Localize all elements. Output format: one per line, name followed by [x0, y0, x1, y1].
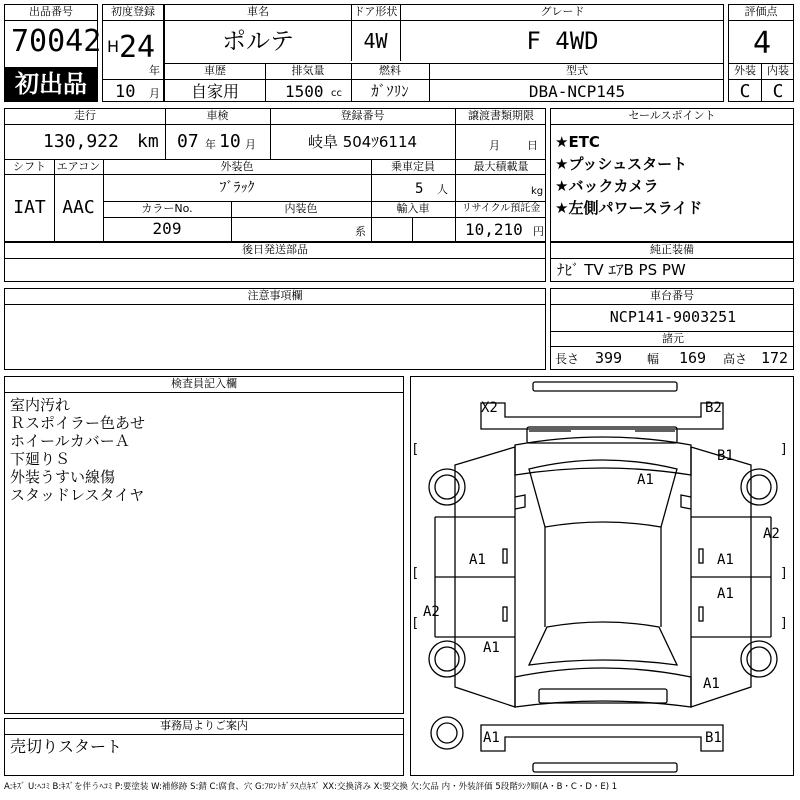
- notes-block: [4, 288, 546, 370]
- width-label: 幅: [647, 352, 660, 366]
- later-parts-block: [4, 242, 546, 282]
- inspection-month-unit: 月: [245, 138, 256, 151]
- inspector-notes-list: [5, 393, 403, 504]
- era: H: [107, 37, 120, 56]
- displacement: 1500: [285, 82, 324, 101]
- fuel-label: 燃料: [379, 64, 401, 77]
- bracket-open: [: [413, 566, 419, 581]
- selling-points-label: セールスポイント: [551, 109, 793, 125]
- score: 4: [752, 26, 772, 61]
- first-reg-label: 初度登録: [103, 5, 163, 21]
- inspection-month: 10: [219, 131, 241, 152]
- chassis-block: [550, 288, 794, 370]
- inspector-note: 外装うすい線傷: [10, 468, 116, 486]
- damage-mark: A2: [763, 526, 780, 542]
- capacity: 5: [415, 181, 424, 197]
- length-label: 長さ: [555, 352, 580, 366]
- inspector-note: スタッドレスタイヤ: [10, 486, 145, 504]
- interior-grade: C: [772, 81, 784, 102]
- chassis-number: NCP141-9003251: [609, 308, 737, 326]
- bracket-open: [: [413, 442, 419, 457]
- grade: F 4WD: [526, 27, 599, 55]
- displacement-label: 排気量: [291, 64, 325, 77]
- year-unit: 年: [149, 64, 160, 77]
- equipment-label: 純正装備: [551, 243, 793, 259]
- reg-number-label: 登録番号: [340, 109, 385, 122]
- selling-point-item: ★ETC: [555, 133, 600, 151]
- vehicle-details-table: [4, 108, 546, 242]
- selling-point-item: ★プッシュスタート: [555, 155, 688, 173]
- mileage-unit: km: [137, 131, 159, 152]
- office-text: 売切りスタート: [10, 737, 123, 756]
- car-outline-drawing: [411, 377, 795, 777]
- recycle-unit: 円: [533, 225, 544, 238]
- bracket-open: [: [413, 616, 419, 631]
- lot-number-block: [4, 4, 102, 102]
- capacity-label: 乗車定員: [391, 160, 435, 173]
- inspector-note: 室内汚れ: [10, 396, 71, 414]
- shift-label: シフト: [5, 160, 54, 175]
- shift: IAT: [13, 197, 46, 218]
- damage-mark: X2: [481, 400, 498, 416]
- car-name-label: 車名: [247, 5, 269, 18]
- mileage-label: 走行: [74, 109, 96, 122]
- damage-mark: B1: [717, 448, 734, 464]
- history: 自家用: [190, 82, 239, 101]
- vehicle-info-header: [164, 4, 724, 102]
- length-value: 399: [595, 349, 623, 367]
- equipment-block: [550, 242, 794, 282]
- car-name: ポルテ: [222, 27, 294, 55]
- door-label: ドア形状: [353, 5, 398, 18]
- vehicle-damage-diagram: [410, 376, 794, 776]
- transfer-day-unit: 日: [527, 139, 538, 152]
- width-value: 169: [679, 349, 707, 367]
- recycle-label: リサイクル預託金: [461, 203, 541, 214]
- damage-mark: A1: [483, 730, 500, 746]
- ext-color: ﾌﾞﾗｯｸ: [219, 180, 255, 196]
- dimensions-label: 諸元: [662, 332, 684, 345]
- max-load-unit: kg: [531, 186, 544, 197]
- fuel: ｶﾞｿﾘﾝ: [371, 82, 409, 100]
- interior-label: 内装: [767, 64, 789, 77]
- reg-number: 岐阜 504ﾂ6114: [307, 133, 418, 151]
- inspector-label: 検査員記入欄: [5, 377, 403, 393]
- damage-mark: A1: [703, 676, 720, 692]
- transfer-month-unit: 月: [489, 139, 500, 152]
- import-label: 輸入車: [396, 202, 430, 215]
- inspection-label: 車検: [206, 109, 229, 122]
- exterior-grade: C: [739, 81, 751, 102]
- legend-footnote: A:ｷｽﾞ U:ﾍｺﾐ B:ｷｽﾞを伴うﾍｺﾐ P:要塗装 W:補修跡 S:錆 C:腐食、穴 G:ﾌﾛﾝﾄｶﾞﾗｽ点ｷｽﾞ XX:交換済み X:要交換 欠:欠品 内・外装評価 5段階ﾗﾝｸ順(A・B・C・D・E) 1: [4, 782, 618, 792]
- history-label: 車歴: [204, 64, 226, 77]
- notes-label: 注意事項欄: [5, 289, 545, 305]
- inspector-note: 下廻りＳ: [10, 450, 71, 468]
- lot-number: 70042: [11, 24, 102, 59]
- office-label: 事務局よりご案内: [5, 719, 403, 735]
- damage-mark: A2: [423, 604, 440, 620]
- score-label: 評価点: [729, 5, 793, 21]
- selling-points-block: [550, 108, 794, 242]
- later-parts-label: 後日発送部品: [5, 243, 545, 259]
- damage-mark: A1: [469, 552, 486, 568]
- chassis-label: 車台番号: [551, 289, 793, 305]
- month-unit: 月: [149, 87, 160, 100]
- color-no: 209: [152, 219, 182, 238]
- first-reg-month: 10: [115, 82, 136, 102]
- inspector-notes-block: [4, 376, 404, 714]
- equipment-value: ﾅﾋﾞ TV ｴｱB PS PW: [557, 261, 686, 279]
- bracket-close: ]: [781, 616, 787, 631]
- lot-number-label: 出品番号: [5, 5, 97, 21]
- damage-mark: B2: [705, 400, 722, 416]
- exterior-label: 外装: [734, 64, 756, 77]
- bracket-close: ]: [781, 442, 787, 457]
- inspection-year-unit: 年: [205, 138, 216, 151]
- max-load-label: 最大積載量: [473, 160, 529, 173]
- selling-point-item: ★バックカメラ: [555, 177, 659, 195]
- office-notice-block: [4, 718, 404, 776]
- score-block: [728, 4, 794, 102]
- damage-mark: B1: [705, 730, 722, 746]
- model-label: 型式: [566, 64, 588, 77]
- height-value: 172: [761, 349, 789, 367]
- damage-mark: A1: [637, 472, 654, 488]
- color-no-label: カラーNo.: [141, 202, 193, 215]
- first-listing-badge: 初出品: [5, 67, 97, 101]
- damage-mark: A1: [483, 640, 500, 656]
- aircon: AAC: [62, 197, 95, 218]
- bracket-close: ]: [781, 566, 787, 581]
- damage-mark: A1: [717, 586, 734, 602]
- displacement-unit: cc: [331, 88, 342, 99]
- damage-mark: A1: [717, 552, 734, 568]
- transfer-deadline-label: 譲渡書類期限: [468, 109, 534, 122]
- inspection-year: 07: [177, 131, 199, 152]
- int-color-unit: 系: [355, 225, 366, 238]
- inspector-note: ホイールカバーＡ: [10, 432, 130, 450]
- mileage: 130,922: [43, 131, 119, 152]
- ac-label: エアコン: [54, 160, 103, 175]
- recycle-fee: 10,210: [465, 220, 523, 239]
- int-color-label: 内装色: [284, 202, 318, 215]
- capacity-unit: 人: [437, 183, 448, 196]
- first-registration-block: [102, 4, 164, 102]
- selling-point-item: ★左側パワースライド: [555, 199, 703, 217]
- selling-points-list: [551, 125, 793, 219]
- height-label: 高さ: [723, 352, 748, 366]
- first-reg-year: 24: [119, 30, 156, 65]
- grade-label: グレード: [540, 5, 585, 18]
- door-type: 4W: [363, 29, 388, 53]
- inspector-note: Ｒスポイラー色あせ: [10, 414, 146, 432]
- ext-color-label: 外装色: [220, 160, 254, 173]
- model-code: DBA-NCP145: [528, 82, 626, 101]
